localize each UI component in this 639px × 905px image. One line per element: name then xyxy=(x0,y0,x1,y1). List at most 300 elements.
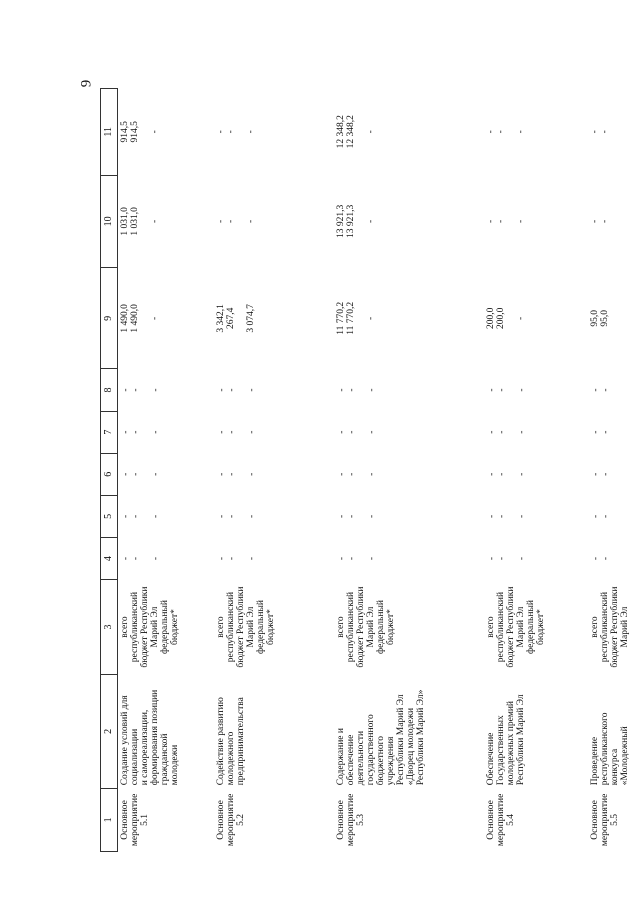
cell-line: - xyxy=(600,556,611,561)
table-row xyxy=(334,89,484,852)
table-cell-col-11 xyxy=(334,89,484,176)
table-cell-col-1 xyxy=(118,788,214,851)
cell-line: 1 031,0 xyxy=(130,207,140,236)
cell-line xyxy=(507,414,517,450)
cell-line xyxy=(160,271,170,366)
cell-line xyxy=(356,92,366,173)
cell-line: 3 074,7 xyxy=(245,304,256,333)
cell-line xyxy=(237,372,247,408)
cell-line xyxy=(161,456,171,492)
cell-line: «Молодежный xyxy=(619,726,630,786)
cell-line: - xyxy=(495,219,506,223)
table-cell-col-1 xyxy=(214,788,334,851)
cell-line: - xyxy=(486,556,497,561)
cell-line: Содержание и xyxy=(335,728,346,786)
cell-line: республиканского xyxy=(599,712,610,786)
cell-line xyxy=(527,414,537,450)
cell-line xyxy=(526,92,536,173)
cell-line: - xyxy=(515,130,526,134)
cell-line: 12 348,2 xyxy=(345,115,356,149)
cell-line: - xyxy=(131,472,141,476)
cell-line: Проведение xyxy=(589,736,600,786)
table-cell-col-11 xyxy=(484,89,588,176)
cell-line: Основное xyxy=(485,800,496,840)
cell-line: Марий Эл xyxy=(245,606,256,648)
table-cell-col-2 xyxy=(214,674,334,788)
column-header: 5 xyxy=(101,495,118,537)
cell-line: федеральный xyxy=(525,600,536,655)
cell-line: - xyxy=(131,388,141,392)
table-cell-col-3 xyxy=(588,580,639,675)
cell-line xyxy=(141,498,151,534)
cell-line xyxy=(161,498,171,534)
table-cell-col-3 xyxy=(214,580,334,675)
cell-line xyxy=(376,92,386,173)
cell-line: Основное xyxy=(335,800,346,840)
cell-line: - xyxy=(366,430,377,434)
column-header: 10 xyxy=(101,175,118,268)
cell-line: - xyxy=(600,472,611,476)
cell-line: 914,5 xyxy=(120,121,130,143)
cell-line xyxy=(527,498,537,534)
cell-line xyxy=(257,498,267,534)
cell-line: обеспечение xyxy=(345,734,356,786)
cell-line: - xyxy=(216,556,227,561)
cell-line xyxy=(357,498,367,534)
cell-line: 3 342,1 xyxy=(215,304,226,333)
table-cell-col-2 xyxy=(334,674,484,788)
cell-line: - xyxy=(246,388,257,392)
cell-line: 13 921,3 xyxy=(345,204,356,239)
cell-line: федеральный xyxy=(375,600,386,655)
table-cell-col-6 xyxy=(334,453,484,495)
table-cell-col-8 xyxy=(334,369,484,411)
cell-line xyxy=(237,456,247,492)
cell-line: - xyxy=(516,388,527,392)
cell-line: - xyxy=(346,556,357,561)
column-header: 11 xyxy=(101,89,118,176)
cell-line: - xyxy=(589,130,600,134)
cell-line: - xyxy=(216,514,227,518)
cell-line: - xyxy=(151,472,161,476)
table-cell-col-9 xyxy=(334,268,484,369)
cell-line: всего xyxy=(589,616,600,638)
cell-line: бюджет* xyxy=(535,609,546,645)
table-cell-col-3 xyxy=(334,580,484,675)
table-cell-col-4 xyxy=(214,537,334,579)
cell-line: мероприятие xyxy=(225,793,236,847)
table-cell-col-2 xyxy=(118,674,214,788)
column-header: 2 xyxy=(101,674,118,788)
cell-line: - xyxy=(590,388,601,392)
table-cell-col-10 xyxy=(484,175,588,268)
cell-line xyxy=(141,456,151,492)
cell-line: - xyxy=(366,472,377,476)
cell-line: - xyxy=(486,388,497,392)
cell-line: - xyxy=(225,219,236,223)
cell-line: республиканский xyxy=(345,591,356,663)
page-number: 9 xyxy=(78,79,95,88)
cell-line: бюджет* xyxy=(385,609,396,645)
cell-line xyxy=(140,178,150,265)
table-cell-col-1 xyxy=(334,788,484,851)
cell-line xyxy=(376,271,386,366)
cell-line: - xyxy=(336,472,347,476)
cell-line xyxy=(357,456,367,492)
cell-line: федеральный xyxy=(255,600,266,655)
cell-line: - xyxy=(600,388,611,392)
cell-line xyxy=(377,456,387,492)
cell-line: - xyxy=(495,130,506,134)
cell-line xyxy=(526,178,536,265)
cell-line: Создание условий для xyxy=(120,695,130,786)
cell-line xyxy=(357,414,367,450)
cell-line: - xyxy=(121,388,131,392)
cell-line: молодежных премий xyxy=(505,700,516,786)
cell-line xyxy=(160,178,170,265)
table-cell-col-5 xyxy=(484,495,588,537)
cell-line: - xyxy=(216,472,227,476)
cell-line: - xyxy=(516,472,527,476)
cell-line: - xyxy=(590,514,601,518)
table-cell-col-7 xyxy=(484,411,588,453)
table-cell-col-10 xyxy=(118,175,214,268)
cell-line: 200,0 xyxy=(485,307,496,330)
cell-line xyxy=(237,540,247,576)
cell-line: 95,0 xyxy=(589,310,600,327)
cell-line: - xyxy=(590,430,601,434)
cell-line: 267,4 xyxy=(225,307,236,330)
cell-line: - xyxy=(215,130,226,134)
cell-line: конкурса xyxy=(609,748,620,786)
table-cell-col-9 xyxy=(118,268,214,369)
cell-line xyxy=(357,540,367,576)
cell-line: - xyxy=(150,130,160,134)
table-cell-col-2 xyxy=(588,674,639,788)
cell-line: бюджет Республики xyxy=(235,586,246,668)
cell-line: Основное xyxy=(589,800,600,840)
cell-line: - xyxy=(151,514,161,518)
cell-line: Марий Эл xyxy=(515,606,526,648)
cell-line xyxy=(161,372,171,408)
cell-line: бюджет* xyxy=(265,609,276,645)
cell-line: - xyxy=(225,130,236,134)
cell-line xyxy=(236,271,246,366)
table-cell-col-10 xyxy=(588,175,639,268)
cell-line: - xyxy=(216,430,227,434)
table-cell-col-10 xyxy=(214,175,334,268)
cell-line: - xyxy=(215,219,226,223)
cell-line: республиканский xyxy=(225,591,236,663)
cell-line: - xyxy=(131,514,141,518)
cell-line: - xyxy=(485,219,496,223)
cell-line: - xyxy=(121,430,131,434)
cell-line xyxy=(141,372,151,408)
column-header: 9 xyxy=(101,268,118,369)
cell-line: бюджет Республики xyxy=(505,586,516,668)
table-cell-col-7 xyxy=(334,411,484,453)
cell-line: - xyxy=(336,388,347,392)
cell-line: - xyxy=(246,430,257,434)
table-cell-col-11 xyxy=(588,89,639,176)
table-row xyxy=(118,89,214,852)
cell-line: - xyxy=(216,388,227,392)
cell-line xyxy=(237,414,247,450)
column-header: 6 xyxy=(101,453,118,495)
cell-line: Марий Эл xyxy=(619,606,630,648)
cell-line: Основное xyxy=(215,800,226,840)
cell-line: - xyxy=(150,316,160,320)
cell-line xyxy=(356,178,366,265)
cell-line: - xyxy=(486,430,497,434)
cell-line xyxy=(257,540,267,576)
cell-line: - xyxy=(599,130,610,134)
cell-line: - xyxy=(226,556,237,561)
cell-line: - xyxy=(516,514,527,518)
cell-line: - xyxy=(590,556,601,561)
cell-line: - xyxy=(226,472,237,476)
cell-line: 1 490,0 xyxy=(120,304,130,333)
cell-line: - xyxy=(151,388,161,392)
cell-line xyxy=(507,372,517,408)
cell-line xyxy=(256,92,266,173)
cell-line: - xyxy=(590,472,601,476)
cell-line: государственного xyxy=(365,714,376,786)
table-cell-col-8 xyxy=(214,369,334,411)
cell-line: - xyxy=(496,430,507,434)
cell-line: Обеспечение xyxy=(485,732,496,786)
cell-line: 5.1 xyxy=(140,813,150,826)
cell-line: Марий Эл xyxy=(365,606,376,648)
cell-line: - xyxy=(485,130,496,134)
table-cell-col-5 xyxy=(334,495,484,537)
cell-line: социализации xyxy=(130,728,140,786)
cell-line: - xyxy=(346,430,357,434)
cell-line: - xyxy=(151,556,161,561)
cell-line xyxy=(161,540,171,576)
cell-line: - xyxy=(515,316,526,320)
table-cell-col-9 xyxy=(214,268,334,369)
cell-line: деятельности xyxy=(355,730,366,786)
cell-line: - xyxy=(515,219,526,223)
cell-line: бюджет Республики xyxy=(140,586,150,668)
cell-line: - xyxy=(336,430,347,434)
cell-line: бюджет Республики xyxy=(609,586,620,668)
table-cell-col-11 xyxy=(118,89,214,176)
table-cell-col-1 xyxy=(484,788,588,851)
column-header: 1 xyxy=(101,788,118,851)
cell-line xyxy=(376,178,386,265)
cell-line xyxy=(506,178,516,265)
table-cell-col-4 xyxy=(334,537,484,579)
cell-line xyxy=(236,178,246,265)
table-cell-col-6 xyxy=(588,453,639,495)
cell-line: - xyxy=(121,472,131,476)
cell-line: - xyxy=(226,388,237,392)
table-cell-col-5 xyxy=(214,495,334,537)
cell-line: - xyxy=(151,430,161,434)
table-cell-col-11 xyxy=(214,89,334,176)
cell-line: - xyxy=(226,514,237,518)
column-header: 4 xyxy=(101,537,118,579)
cell-line xyxy=(526,271,536,366)
cell-line: 5.3 xyxy=(355,813,366,826)
table-cell-col-3 xyxy=(484,580,588,675)
cell-line xyxy=(256,271,266,366)
cell-line: всего xyxy=(335,616,346,638)
column-header: 7 xyxy=(101,411,118,453)
cell-line: бюджетного xyxy=(375,735,386,786)
table-cell-col-4 xyxy=(484,537,588,579)
cell-line: мероприятие xyxy=(130,793,140,847)
cell-line: 11 770,2 xyxy=(335,301,346,335)
cell-line: молодежного xyxy=(225,731,236,786)
cell-line: 200,0 xyxy=(495,307,506,330)
cell-line xyxy=(140,92,150,173)
table-cell-col-6 xyxy=(118,453,214,495)
cell-line: республиканский xyxy=(495,591,506,663)
cell-line xyxy=(257,456,267,492)
cell-line xyxy=(507,540,517,576)
cell-line: - xyxy=(496,388,507,392)
cell-line: всего xyxy=(215,616,226,638)
cell-line: молодежи xyxy=(170,744,180,786)
cell-line: Основное xyxy=(120,800,130,840)
cell-line: Содействие развитию xyxy=(215,697,226,786)
table-cell-col-9 xyxy=(484,268,588,369)
cell-line: 5.5 xyxy=(609,813,620,826)
cell-line: - xyxy=(245,130,256,134)
cell-line: - xyxy=(336,556,347,561)
cell-line xyxy=(507,498,517,534)
table-cell-col-8 xyxy=(484,369,588,411)
cell-line: и самореализации, xyxy=(140,709,150,786)
cell-line xyxy=(357,372,367,408)
cell-line: 1 031,0 xyxy=(120,207,130,236)
cell-line: - xyxy=(496,556,507,561)
table-cell-col-6 xyxy=(214,453,334,495)
cell-line: - xyxy=(366,388,377,392)
cell-line: учреждения xyxy=(385,736,396,786)
cell-line: 12 348,2 xyxy=(335,115,346,149)
cell-line: 5.4 xyxy=(505,813,516,826)
table-cell-col-5 xyxy=(588,495,639,537)
cell-line: - xyxy=(336,514,347,518)
cell-line: республиканский xyxy=(130,591,140,663)
cell-line: - xyxy=(131,430,141,434)
table-cell-col-7 xyxy=(588,411,639,453)
column-header: 3 xyxy=(101,580,118,675)
cell-line: Республики Марий Эл» xyxy=(415,689,426,786)
cell-line xyxy=(141,414,151,450)
cell-line: - xyxy=(131,556,141,561)
table-cell-col-10 xyxy=(334,175,484,268)
cell-line: Государственных xyxy=(495,715,506,786)
cell-line: - xyxy=(346,514,357,518)
cell-line: «Дворец молодежи xyxy=(405,707,416,786)
table-cell-col-4 xyxy=(118,537,214,579)
cell-line: 11 770,2 xyxy=(345,301,356,335)
cell-line: федеральный xyxy=(160,600,170,655)
cell-line: гражданской xyxy=(160,733,170,786)
cell-line: - xyxy=(516,556,527,561)
cell-line: - xyxy=(121,514,131,518)
cell-line xyxy=(527,456,537,492)
table-cell-col-8 xyxy=(588,369,639,411)
cell-line: бюджет Республики xyxy=(355,586,366,668)
cell-line: Республики Марий Эл xyxy=(515,694,526,786)
cell-line: - xyxy=(246,556,257,561)
cell-line: 914,5 xyxy=(130,121,140,143)
cell-line: - xyxy=(366,514,377,518)
cell-line: - xyxy=(496,514,507,518)
cell-line xyxy=(506,271,516,366)
cell-line xyxy=(527,372,537,408)
cell-line xyxy=(356,271,366,366)
rotated-table-container xyxy=(100,88,630,852)
cell-line: предпринимательства xyxy=(235,697,246,786)
table-row xyxy=(484,89,588,852)
cell-line: - xyxy=(121,556,131,561)
cell-line: - xyxy=(246,514,257,518)
table-cell-col-7 xyxy=(118,411,214,453)
cell-line: - xyxy=(486,514,497,518)
table-cell-col-5 xyxy=(118,495,214,537)
cell-line: всего xyxy=(485,616,496,638)
cell-line xyxy=(377,498,387,534)
cell-line: - xyxy=(365,219,376,223)
column-header: 8 xyxy=(101,369,118,411)
cell-line: 1 490,0 xyxy=(130,304,140,333)
cell-line: формирования позиции xyxy=(150,689,160,786)
cell-line xyxy=(506,92,516,173)
cell-line xyxy=(507,456,517,492)
table-cell-col-3 xyxy=(118,580,214,675)
cell-line xyxy=(141,540,151,576)
table-body xyxy=(118,89,639,852)
cell-line xyxy=(237,498,247,534)
table-cell-col-2 xyxy=(484,674,588,788)
cell-line: 13 921,3 xyxy=(335,204,346,239)
cell-line: - xyxy=(245,219,256,223)
table-row xyxy=(214,89,334,852)
cell-line: - xyxy=(496,472,507,476)
cell-line xyxy=(161,414,171,450)
cell-line xyxy=(236,92,246,173)
cell-line xyxy=(377,540,387,576)
cell-line: мероприятие xyxy=(345,793,356,847)
table-cell-col-9 xyxy=(588,268,639,369)
cell-line: - xyxy=(365,130,376,134)
cell-line xyxy=(256,178,266,265)
cell-line: - xyxy=(486,472,497,476)
cell-line: - xyxy=(516,430,527,434)
cell-line: - xyxy=(599,219,610,223)
cell-line xyxy=(527,540,537,576)
table-cell-col-8 xyxy=(118,369,214,411)
cell-line: - xyxy=(366,556,377,561)
cell-line: - xyxy=(226,430,237,434)
cell-line xyxy=(377,414,387,450)
budget-table xyxy=(100,88,639,852)
table-cell-col-1 xyxy=(588,788,639,851)
cell-line: - xyxy=(589,219,600,223)
cell-line xyxy=(140,271,150,366)
cell-line: - xyxy=(346,388,357,392)
cell-line: республиканский xyxy=(599,591,610,663)
cell-line: мероприятие xyxy=(599,793,610,847)
cell-line xyxy=(257,414,267,450)
